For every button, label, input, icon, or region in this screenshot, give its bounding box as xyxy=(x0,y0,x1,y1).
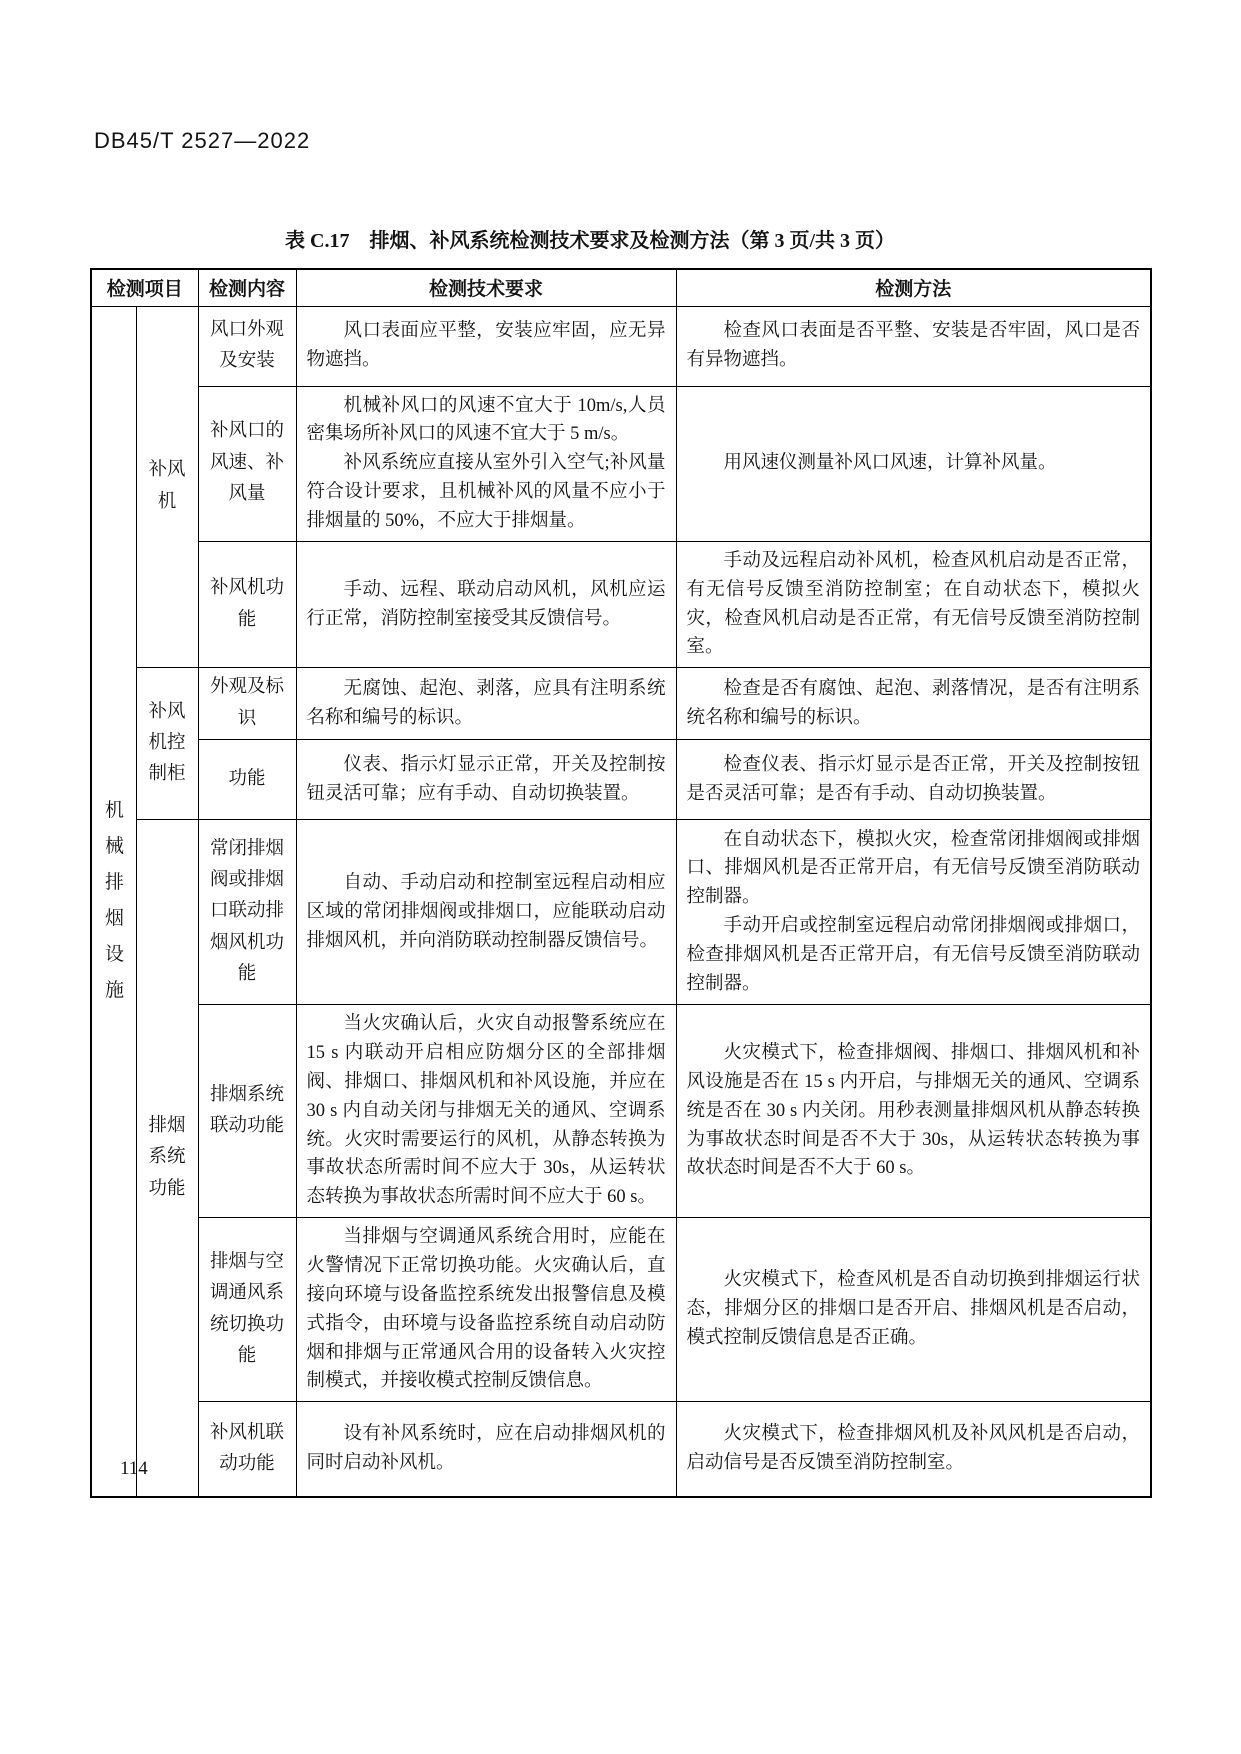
cell-paragraph: 当火灾确认后，火灾自动报警系统应在 15 s 内联动开启相应防烟分区的全部排烟阀、排烟口、排烟风机和补风设施，并应在 30 s 内自动关闭与排烟无关的通风、空调系统。火灾时需要运行的风机，从静态转换为事故状态所需时间不应大于 30s，从运转状态转换为事故状态所需时间不应大于 60 s。 xyxy=(306,1014,666,1208)
table-row xyxy=(91,1218,1151,1402)
header-requirement: 检测技术要求 xyxy=(296,269,676,306)
cell-paragraph: 检查仪表、指示灯显示是否正常，开关及控制按钮是否灵活可靠；是否有手动、自动切换装置。 xyxy=(686,754,1141,804)
standard-number: DB45/T 2527—2022 xyxy=(94,128,311,153)
header-project: 检测项目 xyxy=(91,269,198,306)
content-cell: 排烟与空调通风系统切换功能 xyxy=(198,1218,296,1402)
method-cell xyxy=(676,386,1151,541)
table-row xyxy=(91,668,1151,740)
content-cell: 外观及标识 xyxy=(198,668,296,740)
requirement-cell xyxy=(296,740,676,820)
cell-paragraph: 当排烟与空调通风系统合用时，应能在火警情况下正常切换功能。火灾确认后，直接向环境与设备监控系统发出报警信息及模式指令，由环境与设备监控系统自动启动防烟和排烟与正常通风合用的设备转入火灾控制模式，并接收模式控制反馈信息。 xyxy=(306,1227,666,1392)
requirement-cell xyxy=(296,541,676,667)
table-row xyxy=(91,1402,1151,1497)
cell-paragraph: 风口表面应平整，安装应牢固，应无异物遮挡。 xyxy=(306,321,666,370)
cell-paragraph: 火灾模式下，检查排烟风机及补风风机是否启动，启动信号是否反馈至消防控制室。 xyxy=(686,1424,1141,1474)
cell-paragraph: 自动、手动启动和控制室远程启动相应区域的常闭排烟阀或排烟口，应能联动启动排烟风机，并向消防联动控制器反馈信号。 xyxy=(306,872,666,951)
table-title: 表 C.17 排烟、补风系统检测技术要求及检测方法（第 3 页/共 3 页） xyxy=(285,230,895,252)
requirement-cell xyxy=(296,1402,676,1497)
method-cell xyxy=(676,1402,1151,1497)
content-cell: 补风机联动功能 xyxy=(198,1402,296,1497)
cell-paragraph: 手动及远程启动补风机，检查风机启动是否正常，有无信号反馈至消防控制室；在自动状态下，模拟火灾，检查风机启动是否正常，有无信号反馈至消防控制室。 xyxy=(686,550,1141,658)
cell-paragraph: 火灾模式下，检查风机是否自动切换到排烟运行状态，排烟分区的排烟口是否开启、排烟风机是否启动，模式控制反馈信息是否正确。 xyxy=(686,1270,1141,1349)
content-cell: 功能 xyxy=(198,740,296,820)
method-cell xyxy=(676,820,1151,1005)
cell-paragraph: 在自动状态下，模拟火灾，检查常闭排烟阀或排烟口、排烟风机是否正常开启，有无信号反馈至消防联动控制器。 xyxy=(686,829,1141,908)
cell-paragraph: 检查风口表面是否平整、安装是否牢固，风口是否有异物遮挡。 xyxy=(686,321,1141,370)
table-row xyxy=(91,541,1151,667)
method-cell xyxy=(676,668,1151,740)
requirement-cell xyxy=(296,1005,676,1218)
group-cell-kongzhigui: 补风机控制柜 xyxy=(136,668,198,820)
requirement-cell xyxy=(296,820,676,1005)
cell-paragraph: 手动开启或控制室远程启动常闭排烟阀或排烟口，检查排烟风机是否正常开启，有无信号反馈至消防联动控制器。 xyxy=(686,916,1141,994)
method-cell xyxy=(676,1005,1151,1218)
requirement-cell xyxy=(296,386,676,541)
content-cell: 常闭排烟阀或排烟口联动排烟风机功能 xyxy=(198,820,296,1005)
cell-paragraph: 用风速仪测量补风口风速，计算补风量。 xyxy=(723,453,1057,474)
group-cell-bufengji: 补风机 xyxy=(136,306,198,668)
content-cell: 风口外观及安装 xyxy=(198,306,296,386)
page-number: 114 xyxy=(120,1458,148,1479)
cell-paragraph: 补风系统应直接从室外引入空气;补风量符合设计要求，且机械补风的风量不应小于排烟量的 50%，不应大于排烟量。 xyxy=(306,453,666,531)
method-cell xyxy=(676,740,1151,820)
project-cell: 机械排烟设施 xyxy=(91,306,136,1497)
cell-paragraph: 检查是否有腐蚀、起泡、剥落情况，是否有注明系统名称和编号的标识。 xyxy=(686,678,1141,728)
content-cell: 排烟系统联动功能 xyxy=(198,1005,296,1218)
requirement-cell xyxy=(296,668,676,740)
cell-paragraph: 火灾模式下，检查排烟阀、排烟口、排烟风机和补风设施是否在 15 s 内开启，与排烟无关的通风、空调系统是否在 30 s 内关闭。用秒表测量排烟风机从静态转换为事故状态时间是否不大于 30s，从运转状态转换为事故状态时间是否不大于 60 s。 xyxy=(686,1042,1141,1179)
table-row xyxy=(91,740,1151,820)
requirement-cell xyxy=(296,1218,676,1402)
header-content: 检测内容 xyxy=(198,269,296,306)
group-cell-paiyanxitong: 排烟系统功能 xyxy=(136,820,198,1497)
table-row xyxy=(91,306,1151,386)
cell-paragraph: 设有补风系统时，应在启动排烟风机的同时启动补风机。 xyxy=(306,1424,666,1474)
table-row xyxy=(91,820,1151,1005)
cell-paragraph: 无腐蚀、起泡、剥落，应具有注明系统名称和编号的标识。 xyxy=(306,678,666,728)
cell-paragraph: 机械补风口的风速不宜大于 10m/s,人员密集场所补风口的风速不宜大于 5 m/s。 xyxy=(306,395,666,445)
content-cell: 补风机功能 xyxy=(198,541,296,667)
cell-paragraph: 仪表、指示灯显示正常，开关及控制按钮灵活可靠；应有手动、自动切换装置。 xyxy=(306,754,666,804)
header-method: 检测方法 xyxy=(676,269,1151,306)
requirement-cell xyxy=(296,306,676,386)
inspection-table xyxy=(90,268,1152,1498)
method-cell xyxy=(676,541,1151,667)
method-cell xyxy=(676,1218,1151,1402)
table-header-row xyxy=(91,269,1151,306)
table-row xyxy=(91,386,1151,541)
method-cell xyxy=(676,306,1151,386)
content-cell: 补风口的风速、补风量 xyxy=(198,386,296,541)
table-row xyxy=(91,1005,1151,1218)
cell-paragraph: 手动、远程、联动启动风机，风机应运行正常，消防控制室接受其反馈信号。 xyxy=(306,579,666,629)
